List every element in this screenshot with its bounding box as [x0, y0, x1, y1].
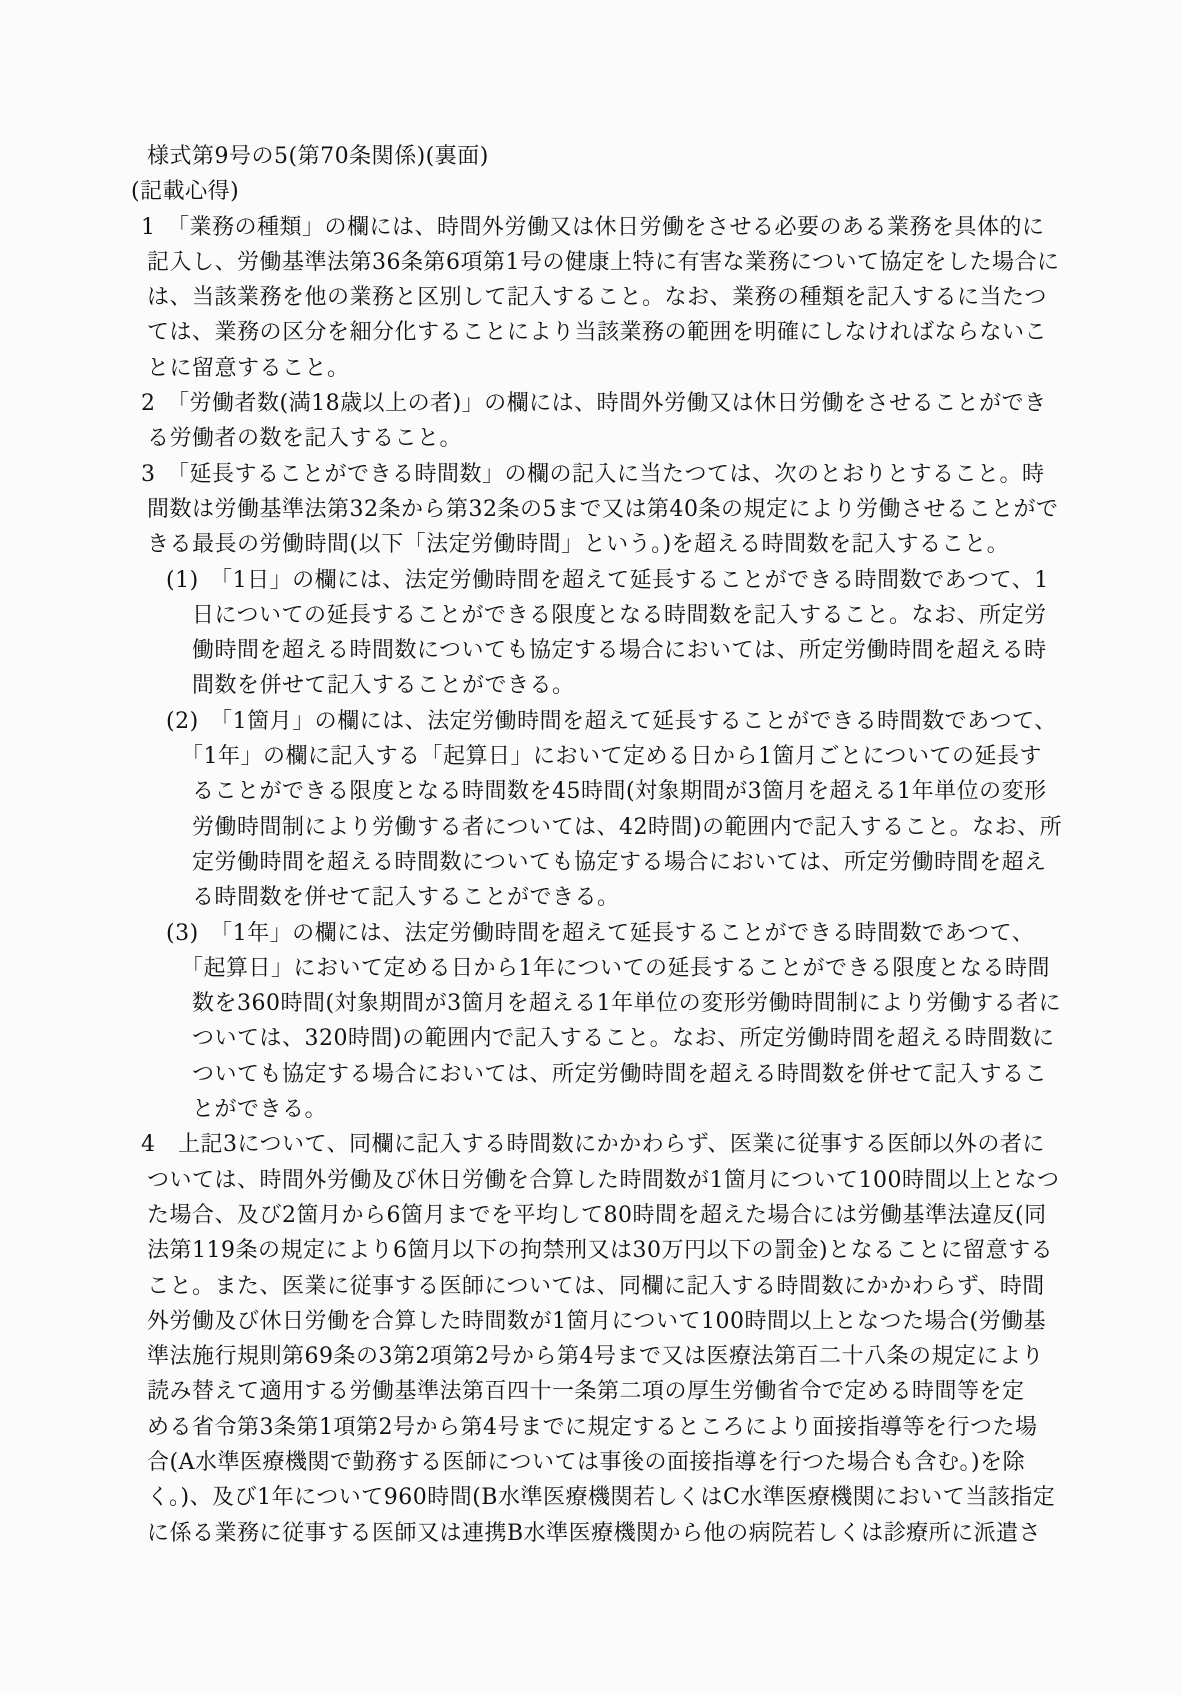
doc-line-item3: 3 「延長することができる時間数」の欄の記入に当たつては、次のとおりとすること。時 — [141, 461, 1045, 487]
doc-line: める省令第3条第1項第2号から第4号までに規定するところにより面接指導等を行つた場 — [147, 1414, 1038, 1440]
doc-line: 定労働時間を超える時間数についても協定する場合においては、所定労働時間を超え — [192, 849, 1047, 875]
doc-line: ついては、320時間)の範囲内で記入すること。なお、所定労働時間を超える時間数に — [192, 1026, 1055, 1052]
doc-line: 「1年」の欄に記入する「起算日」において定める日から1箇月ごとについての延長す — [181, 744, 1043, 770]
doc-line: 間数は労働基準法第32条から第32条の5まで又は第40条の規定により労働させることがで — [147, 496, 1059, 522]
form-number-line: 様式第9号の5(第70条関係)(裏面) — [147, 144, 489, 169]
kisai-kokoroe-heading: (記載心得) — [131, 179, 240, 205]
doc-line: 準法施行規則第69条の3第2項第2号から第4号まで又は医療法第百二十八条の規定により — [147, 1344, 1044, 1370]
doc-line: ては、業務の区分を細分化することにより当該業務の範囲を明確にしなければならないこ — [147, 320, 1048, 346]
doc-line: きる最長の労働時間(以下「法定労働時間」という。)を超える時間数を記入すること。 — [147, 532, 1010, 558]
doc-line: ついては、時間外労働及び休日労働を合算した時間数が1箇月について100時間以上となつ — [147, 1167, 1060, 1193]
doc-line: 合(A水準医療機関で勤務する医師については事後の面接指導を行つた場合も含む。)を除 — [147, 1449, 1026, 1475]
doc-line-item1: 1 「業務の種類」の欄には、時間外労働又は休日労働をさせる必要のある業務を具体的に — [141, 214, 1045, 240]
doc-line: 法第119条の規定により6箇月以下の拘禁刑又は30万円以下の罰金)となることに留意する — [147, 1238, 1054, 1264]
doc-line: る労働者の数を記入すること。 — [147, 426, 463, 452]
doc-line: く。)、及び1年について960時間(B水準医療機関若しくはC水準医療機関において当該指定 — [147, 1485, 1056, 1511]
doc-line: 間数を併せて記入することができる。 — [192, 673, 575, 699]
doc-line: とに留意すること。 — [147, 355, 350, 381]
doc-line: 記入し、労働基準法第36条第6項第1号の健康上特に有害な業務について協定をした場合に — [147, 249, 1060, 275]
doc-line: 読み替えて適用する労働基準法第百四十一条第二項の厚生労働省令で定める時間等を定 — [147, 1379, 1025, 1405]
doc-line-subitem1: (1) 「1日」の欄には、法定労働時間を超えて延長することができる時間数であつて、1 — [166, 567, 1049, 593]
doc-line: とができる。 — [192, 1097, 328, 1123]
doc-line: ることができる限度となる時間数を45時間(対象期間が3箇月を超える1年単位の変形 — [192, 779, 1047, 805]
doc-line-subitem3: (3) 「1年」の欄には、法定労働時間を超えて延長することができる時間数であつて、 — [166, 920, 1035, 946]
doc-line: る時間数を併せて記入することができる。 — [192, 885, 620, 911]
doc-line: 「起算日」において定める日から1年についての延長することができる限度となる時間 — [181, 955, 1051, 981]
doc-line: 数を360時間(対象期間が3箇月を超える1年単位の変形労働時間制により労働する者に — [192, 991, 1062, 1017]
doc-line-item4: 4 上記3について、同欄に記入する時間数にかかわらず、医業に従事する医師以外の者に — [141, 1132, 1045, 1158]
doc-line: た場合、及び2箇月から6箇月までを平均して80時間を超えた場合には労働基準法違反(同 — [147, 1202, 1047, 1228]
doc-line-subitem2: (2) 「1箇月」の欄には、法定労働時間を超えて延長することができる時間数であつて、 — [166, 708, 1057, 734]
doc-line: 外労働及び休日労働を合算した時間数が1箇月について100時間以上となつた場合(労働基 — [147, 1308, 1047, 1334]
doc-line: に係る業務に従事する医師又は連携B水準医療機関から他の病院若しくは診療所に派遣さ — [147, 1520, 1042, 1546]
doc-line: は、当該業務を他の業務と区別して記入すること。なお、業務の種類を記入するに当たつ — [147, 285, 1048, 311]
doc-line-item2: 2 「労働者数(満18歳以上の者)」の欄には、時間外労働又は休日労働をさせることができ — [141, 391, 1047, 417]
doc-line: 日についての延長することができる限度となる時間数を記入すること。なお、所定労 — [192, 602, 1047, 628]
doc-line: 労働時間制により労働する者については、42時間)の範囲内で記入すること。なお、所 — [192, 814, 1063, 840]
doc-line: こと。また、医業に従事する医師については、同欄に記入する時間数にかかわらず、時間 — [147, 1273, 1045, 1299]
doc-line: 働時間を超える時間数についても協定する場合においては、所定労働時間を超える時 — [192, 638, 1047, 664]
doc-line: ついても協定する場合においては、所定労働時間を超える時間数を併せて記入するこ — [192, 1061, 1048, 1087]
